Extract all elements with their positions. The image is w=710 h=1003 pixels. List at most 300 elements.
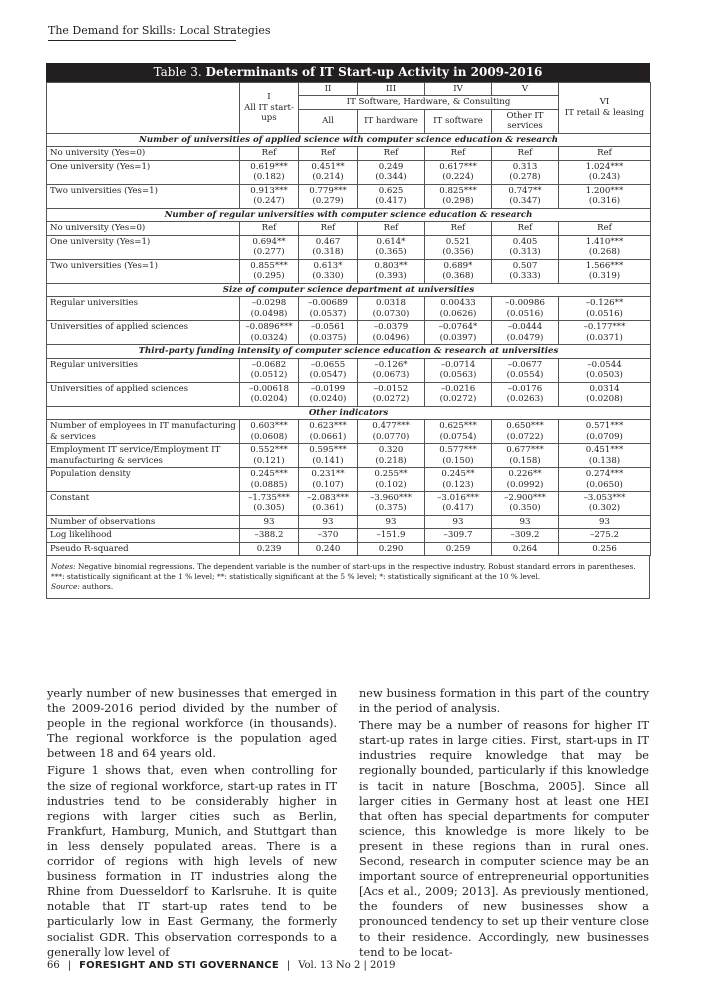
regression-table: [46, 82, 651, 556]
coefficient: 0.226**: [508, 469, 542, 480]
table-cell: [492, 444, 559, 468]
table-cell: [425, 491, 492, 515]
coefficient: 0.650***: [506, 421, 544, 432]
coefficient: 0.623***: [309, 421, 347, 432]
table-cell: [492, 147, 559, 160]
col-sub-all: All: [299, 109, 358, 133]
standard-error: (0.318): [312, 247, 344, 258]
row-label: Population density: [47, 468, 240, 492]
coefficient: 1.200***: [585, 185, 624, 196]
table-cell: [425, 147, 492, 160]
coefficient: –0.00689: [308, 298, 348, 309]
notes-label: Notes:: [51, 562, 76, 572]
standard-error: (0.417): [442, 503, 474, 514]
coefficient: 0.00433: [440, 298, 476, 309]
coefficient: –3.053***: [583, 492, 626, 503]
coefficient: 0.619***: [250, 161, 288, 172]
coefficient: Ref: [450, 223, 466, 234]
standard-error: (0.0754): [439, 431, 477, 442]
table-cell: [425, 297, 492, 321]
table-cell: [559, 235, 651, 259]
section-title: Other indicators: [47, 406, 651, 419]
coefficient: –0.0152: [373, 383, 409, 394]
table-row: [47, 222, 651, 235]
standard-error: (0.0722): [506, 431, 544, 442]
coefficient: 0.467: [315, 236, 341, 247]
coefficient: 0.625: [378, 185, 404, 196]
coefficient: 0.803**: [374, 260, 408, 271]
body-column-left: [47, 686, 337, 962]
table-cell: [299, 420, 358, 444]
coefficient: –0.177***: [583, 322, 626, 333]
standard-error: (0.295): [253, 271, 285, 282]
standard-error: (0.0375): [309, 332, 347, 343]
coefficient: Ref: [261, 223, 277, 234]
table-cell: –151.9: [358, 529, 425, 542]
table-cell: [240, 321, 299, 345]
standard-error: (0.123): [442, 479, 474, 490]
running-head-text: The Demand for Skills: Local Strategies: [48, 24, 271, 37]
table-cell: [299, 235, 358, 259]
table-cell: –370: [299, 529, 358, 542]
standard-error: (0.0563): [439, 370, 477, 381]
coefficient: 0.477***: [372, 421, 410, 432]
coefficient: 0.231**: [311, 469, 345, 480]
page-number: 66: [47, 960, 60, 971]
table-cell: [299, 468, 358, 492]
table-cell: [240, 382, 299, 406]
table-cell: [358, 184, 425, 208]
table-title-text: Determinants of IT Start-up Activity in 2009-2016: [205, 65, 543, 79]
row-label: No university (Yes=0): [47, 147, 240, 160]
header-row-numbers: [47, 83, 651, 96]
coefficient: 1.566***: [585, 260, 624, 271]
coefficient: Ref: [517, 223, 533, 234]
coefficient: Ref: [320, 148, 336, 159]
standard-error: (0.0324): [250, 332, 288, 343]
table-cell: [299, 491, 358, 515]
coefficient: 0.677***: [506, 445, 544, 456]
standard-error: (0.417): [375, 196, 407, 207]
standard-error: (0.0397): [439, 332, 477, 343]
row-label: One university (Yes=1): [47, 160, 240, 184]
header-col-1: [240, 83, 299, 134]
standard-error: (0.218): [375, 455, 407, 466]
table-cell: [299, 160, 358, 184]
table-cell: [425, 222, 492, 235]
row-label: Universities of applied sciences: [47, 382, 240, 406]
section-title: Number of universities of applied science with computer science education & research: [47, 133, 651, 146]
coefficient: 0.255**: [374, 469, 408, 480]
standard-error: (0.305): [253, 503, 285, 514]
row-label: Employment IT service/Employment IT manufacturing & services: [47, 444, 240, 468]
table-cell: [492, 491, 559, 515]
body-column-right: [359, 686, 649, 962]
coefficient: 0.825***: [439, 185, 477, 196]
table-cell: [559, 420, 651, 444]
col-number-3: III: [358, 83, 425, 96]
table-cell: [425, 321, 492, 345]
table-cell: [358, 382, 425, 406]
table-cell: [240, 147, 299, 160]
summary-row: [47, 515, 651, 528]
standard-error: (0.316): [588, 196, 621, 207]
table-row: [47, 468, 651, 492]
table-cell: [358, 297, 425, 321]
table-cell: [358, 468, 425, 492]
coefficient: 0.451**: [311, 161, 345, 172]
coefficient: 0.0314: [589, 383, 620, 394]
standard-error: (0.0263): [506, 394, 544, 405]
coefficient: Ref: [517, 148, 533, 159]
row-label: One university (Yes=1): [47, 235, 240, 259]
table-title-prefix: Table 3.: [153, 65, 202, 79]
standard-error: (0.0371): [586, 332, 623, 343]
standard-error: (0.319): [588, 271, 621, 282]
coefficient: 0.913***: [250, 185, 288, 196]
table-row: [47, 147, 651, 160]
notes-line: [51, 562, 645, 582]
standard-error: (0.247): [253, 196, 285, 207]
body-paragraph: There may be a number of reasons for higher IT start-up rates in large cities. First, start-ups in IT industries require knowledge that may be regionally bounded, particularly if this knowledge is tacit in nature [Boschma, 2005]. Since all larger cities in Germany host at least one HEI that often has special departments for computer science, this knowledge is more likely to be present in these regions than in rural ones. Second, research in computer science may be an important source of entrepreneurial opportunities [Acs et al., 2009; 2013]. As previously mentioned, the founders of new businesses show a pronounced tendency to set up their venture close to their residence. Accordingly, new businesses tend to be locat-: [359, 719, 649, 959]
table-cell: [492, 358, 559, 382]
coefficient: 0.614*: [376, 236, 406, 247]
col-number-4: IV: [425, 83, 492, 96]
coefficient: 0.249: [378, 161, 404, 172]
table-cell: 0.240: [299, 542, 358, 555]
coefficient: 0.617***: [439, 161, 477, 172]
col-label-1: All IT start-ups: [244, 102, 294, 124]
standard-error: (0.0547): [309, 370, 347, 381]
coefficient: –0.00618: [249, 383, 289, 394]
row-label: Universities of applied sciences: [47, 321, 240, 345]
row-label: Number of observations: [47, 515, 240, 528]
row-label: Constant: [47, 491, 240, 515]
standard-error: (0.365): [375, 247, 407, 258]
table-row: [47, 297, 651, 321]
standard-error: (0.302): [588, 503, 621, 514]
table-row: [47, 259, 651, 283]
table-cell: [559, 382, 651, 406]
table-cell: [240, 297, 299, 321]
standard-error: (0.0496): [372, 332, 410, 343]
standard-error: (0.214): [312, 172, 344, 183]
table-cell: 0.256: [559, 542, 651, 555]
row-label: Log likelihood: [47, 529, 240, 542]
table-cell: [425, 358, 492, 382]
standard-error: (0.150): [442, 455, 474, 466]
footer-separator: |: [67, 960, 72, 971]
table-cell: [358, 358, 425, 382]
standard-error: (0.138): [588, 455, 621, 466]
standard-error: (0.0272): [439, 394, 477, 405]
standard-error: (0.0537): [309, 308, 347, 319]
table-cell: [240, 468, 299, 492]
table-row: [47, 184, 651, 208]
coefficient: 1.024***: [585, 161, 624, 172]
table-cell: [358, 235, 425, 259]
coefficient: –3.960***: [370, 492, 412, 503]
coefficient: –0.0896***: [245, 322, 293, 333]
table-cell: [559, 321, 651, 345]
table-3: [46, 63, 650, 599]
table-cell: 93: [559, 515, 651, 528]
table-title: [46, 63, 650, 82]
notes-text: Negative binomial regressions. The dependent variable is the number of start-ups in the respective industry. Robust standard errors in parentheses. ***: statistically significant at the 1 % level; **: statistically significant at the 5 % level; *: statistically significant at the 10 % level.: [51, 562, 636, 582]
section-header-row: [47, 345, 651, 358]
coefficient: –0.0714: [440, 359, 476, 370]
coefficient: Ref: [597, 223, 612, 234]
table-cell: [559, 184, 651, 208]
coefficient: Ref: [383, 223, 399, 234]
table-cell: 93: [299, 515, 358, 528]
table-cell: [358, 491, 425, 515]
standard-error: (0.0709): [586, 431, 623, 442]
table-cell: [240, 444, 299, 468]
table-cell: [240, 358, 299, 382]
standard-error: (0.0204): [250, 394, 288, 405]
standard-error: (0.0208): [586, 394, 623, 405]
source-label: Source:: [51, 582, 80, 592]
coefficient: –3.016***: [437, 492, 479, 503]
col-sub-hardware: IT hardware: [358, 109, 425, 133]
table-cell: [240, 235, 299, 259]
standard-error: (0.268): [588, 247, 621, 258]
col-sub-software: IT software: [425, 109, 492, 133]
standard-error: (0.0626): [439, 308, 477, 319]
table-cell: 0.264: [492, 542, 559, 555]
standard-error: (0.0512): [250, 370, 288, 381]
row-label: Number of employees in IT manufacturing & services: [47, 420, 240, 444]
table-cell: [358, 160, 425, 184]
table-cell: [425, 235, 492, 259]
table-cell: [492, 321, 559, 345]
section-header-row: [47, 208, 651, 221]
table-row: [47, 321, 651, 345]
coefficient: 0.694**: [252, 236, 286, 247]
coefficient: –0.126**: [585, 298, 624, 309]
coefficient: Ref: [383, 148, 399, 159]
row-label: No university (Yes=0): [47, 222, 240, 235]
standard-error: (0.278): [509, 172, 541, 183]
table-cell: [299, 444, 358, 468]
coefficient: –1.735***: [248, 492, 290, 503]
standard-error: (0.107): [312, 479, 344, 490]
table-cell: [240, 420, 299, 444]
table-cell: 0.239: [240, 542, 299, 555]
coefficient: 0.855***: [250, 260, 288, 271]
table-cell: [358, 444, 425, 468]
journal-logo: FORESIGHT AND STI GOVERNANCE: [79, 960, 279, 971]
table-cell: –388.2: [240, 529, 299, 542]
table-cell: [425, 444, 492, 468]
standard-error: (0.313): [509, 247, 541, 258]
table-cell: [559, 160, 651, 184]
coefficient: 0.571***: [585, 421, 624, 432]
standard-error: (0.0503): [586, 370, 623, 381]
row-label: Two universities (Yes=1): [47, 259, 240, 283]
table-cell: [425, 382, 492, 406]
coefficient: –0.0677: [507, 359, 543, 370]
table-cell: 93: [358, 515, 425, 528]
body-paragraph: Figure 1 shows that, even when controlling for the size of regional workforce, start-up rates in IT industries tend to be considerably higher in regions with larger cities such as Berlin, Frankfurt, Hamburg, Munich, and Stuttgart than in less densely populated areas. There is a corridor of regions with high levels of new business formation in IT industries along the Rhine from Duesseldorf to Karlsruhe. It is quite notable that IT start-up rates tend to be particularly low in East Germany, the formerly socialist GDR. This observation corresponds to a generally low level of: [47, 764, 337, 959]
standard-error: (0.0554): [506, 370, 544, 381]
table-cell: 0.259: [425, 542, 492, 555]
table-cell: [492, 160, 559, 184]
table-cell: [358, 259, 425, 283]
table-cell: [492, 468, 559, 492]
running-head: [48, 24, 271, 37]
table-cell: [559, 147, 651, 160]
standard-error: (0.347): [509, 196, 541, 207]
standard-error: (0.121): [253, 455, 285, 466]
table-cell: 93: [492, 515, 559, 528]
table-cell: [358, 222, 425, 235]
coefficient: –0.0655: [310, 359, 346, 370]
coefficient: 0.689*: [443, 260, 473, 271]
group-label: IT Software, Hardware, & Consulting: [299, 96, 559, 109]
section-title: Size of computer science department at universities: [47, 283, 651, 296]
standard-error: (0.356): [442, 247, 474, 258]
footer-separator: |: [286, 960, 291, 971]
standard-error: (0.158): [509, 455, 541, 466]
summary-row: [47, 542, 651, 555]
standard-error: (0.243): [588, 172, 621, 183]
standard-error: (0.0661): [309, 431, 347, 442]
standard-error: (0.0516): [586, 308, 623, 319]
section-title: Third-party funding intensity of computer science education & research at universities: [47, 345, 651, 358]
table-cell: [492, 297, 559, 321]
standard-error: (0.141): [312, 455, 344, 466]
col-sub-other: Other IT services: [492, 109, 559, 133]
coefficient: –0.0561: [310, 322, 346, 333]
coefficient: –0.0682: [251, 359, 287, 370]
col-number-2: II: [299, 83, 358, 96]
table-cell: [492, 382, 559, 406]
section-header-row: [47, 283, 651, 296]
coefficient: –0.126*: [374, 359, 408, 370]
standard-error: (0.361): [312, 503, 344, 514]
table-row: [47, 235, 651, 259]
table-cell: [299, 321, 358, 345]
table-cell: [240, 160, 299, 184]
table-cell: [240, 222, 299, 235]
table-cell: 0.290: [358, 542, 425, 555]
table-cell: 93: [425, 515, 492, 528]
coefficient: 0.245**: [441, 469, 475, 480]
table-row: [47, 382, 651, 406]
standard-error: (0.0272): [372, 394, 410, 405]
row-label: Regular universities: [47, 358, 240, 382]
standard-error: (0.0770): [372, 431, 410, 442]
row-label: Regular universities: [47, 297, 240, 321]
header-corner: [47, 83, 240, 134]
standard-error: (0.182): [253, 172, 285, 183]
standard-error: (0.0498): [250, 308, 288, 319]
coefficient: 0.405: [512, 236, 538, 247]
col-label-6: IT retail & leasing: [564, 107, 645, 118]
coefficient: 0.552***: [250, 445, 288, 456]
table-cell: [425, 184, 492, 208]
table-cell: [299, 358, 358, 382]
table-cell: 93: [240, 515, 299, 528]
table-cell: [240, 259, 299, 283]
source-line: [51, 582, 645, 592]
section-header-row: [47, 406, 651, 419]
table-cell: [299, 382, 358, 406]
table-cell: –309.2: [492, 529, 559, 542]
table-row: [47, 444, 651, 468]
table-cell: [425, 420, 492, 444]
coefficient: 0.595***: [309, 445, 347, 456]
table-cell: [299, 297, 358, 321]
coefficient: 0.779***: [309, 185, 347, 196]
coefficient: 0.613*: [313, 260, 343, 271]
col-number-5: V: [492, 83, 559, 96]
coefficient: 0.274***: [585, 469, 624, 480]
table-cell: [425, 160, 492, 184]
coefficient: Ref: [450, 148, 466, 159]
table-cell: [559, 444, 651, 468]
table-cell: [358, 321, 425, 345]
coefficient: –0.0216: [440, 383, 476, 394]
issue-info: Vol. 13 No 2 | 2019: [298, 960, 396, 971]
coefficient: –0.0544: [587, 359, 622, 370]
table-cell: [492, 222, 559, 235]
table-cell: [299, 147, 358, 160]
body-paragraph: new business formation in this part of the country in the period of analysis.: [359, 687, 649, 716]
coefficient: 0.245***: [250, 469, 288, 480]
col-number-1: I: [267, 92, 271, 103]
coefficient: 0.451***: [585, 445, 624, 456]
coefficient: –0.0444: [507, 322, 543, 333]
coefficient: 0.313: [512, 161, 538, 172]
table-cell: [492, 235, 559, 259]
table-cell: [299, 184, 358, 208]
coefficient: –0.0298: [251, 298, 287, 309]
standard-error: (0.368): [442, 271, 474, 282]
coefficient: 1.410***: [585, 236, 624, 247]
row-label: Two universities (Yes=1): [47, 184, 240, 208]
source-text: authors.: [82, 582, 114, 592]
coefficient: 0.507: [512, 260, 538, 271]
table-cell: [559, 259, 651, 283]
table-cell: [492, 259, 559, 283]
coefficient: 0.603***: [250, 421, 288, 432]
row-label: Pseudo R-squared: [47, 542, 240, 555]
header-col-6: [559, 83, 651, 134]
section-header-row: [47, 133, 651, 146]
table-cell: [492, 184, 559, 208]
table-row: [47, 420, 651, 444]
coefficient: 0.625***: [439, 421, 477, 432]
standard-error: (0.330): [312, 271, 344, 282]
standard-error: (0.344): [375, 172, 407, 183]
standard-error: (0.102): [375, 479, 407, 490]
section-title: Number of regular universities with computer science education & research: [47, 208, 651, 221]
coefficient: –2.900***: [504, 492, 546, 503]
standard-error: (0.277): [253, 247, 285, 258]
coefficient: Ref: [597, 148, 612, 159]
coefficient: 0.747**: [508, 185, 542, 196]
standard-error: (0.0240): [309, 394, 347, 405]
standard-error: (0.0516): [506, 308, 544, 319]
page-footer: [47, 960, 396, 971]
standard-error: (0.0730): [372, 308, 410, 319]
standard-error: (0.298): [442, 196, 474, 207]
table-cell: [240, 184, 299, 208]
body-paragraph: yearly number of new businesses that emerged in the 2009-2016 period divided by the number of people in the regional workforce (in thousands). The regional workforce is the population aged between 18 and 64 years old.: [47, 687, 337, 761]
